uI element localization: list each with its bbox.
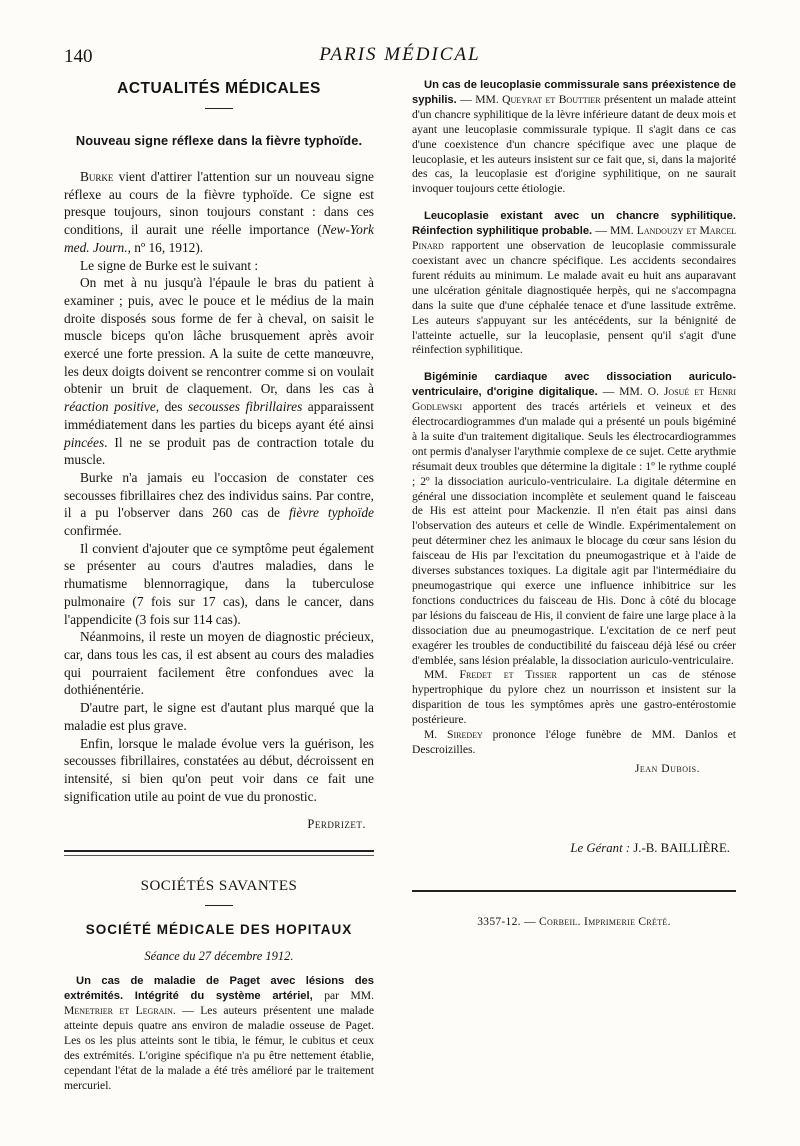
- paragraph-text: On met à nu jusqu'à l'épaule le bras du patient à examiner ; puis, avec le pouce et le médius de la main droite disposés sous forme de fer à cheval, on saisit le muscle biceps qu'on lâche brusquement après avoir exercé une forte pression. A la suite de cette manœuvre, les deux doigts doivent se rencontrer comme si on voulait obtenir un bruit de claquement. Or, dans les cas à: [64, 275, 374, 397]
- abstract-lead: Bigéminie cardiaque avec dissociation auriculo-ventriculaire, d'origine digitalique.: [412, 371, 736, 399]
- imprint-divider: [412, 890, 736, 892]
- paragraph-5: Il convient d'ajouter que ce symptôme peut également se présenter au cours d'autres maladies, dans le rhumatisme blennorragique, dans la tuberculose pulmonaire (7 fois sur 17 cas), dans le cancer, dans l'appendicite (3 fois sur 114 cas).: [64, 540, 374, 627]
- italic-term: secousses fibrillaires: [187, 399, 303, 415]
- abstract-text: rapportent une observation de leucoplasie commissurale coexistant avec un chancre spécifique. Les accidents secondaires furent réduits au minimum. Le malade avait eu huit ans auparavant une ulcération génitale diagnostiquée herpès, qui ne s'accompagna dans la suite que d'une céphalée tenace et d'une lassitude extrême. Les auteurs s'appuyant sur les antécédents, sur la bénignité de l'atteinte actuelle, sur la leucoplasie, pensent qu'il s'agit d'une réinfection syphilitique.: [412, 239, 736, 357]
- title-rule: [205, 108, 233, 109]
- paragraph-text: , des: [155, 399, 188, 415]
- imprint-line: 3357-12. — Corbeil. Imprimerie Crété.: [477, 915, 671, 928]
- section-divider-thin: [64, 855, 374, 856]
- section-title-societes: SOCIÉTÉS SAVANTES: [140, 878, 298, 895]
- article-title: Nouveau signe réflexe dans la fièvre typhoïde.: [75, 133, 363, 148]
- abstract-text: prononce l'éloge funèbre de MM. Danlos et Descroizilles.: [412, 728, 737, 756]
- italic-term: pincées: [64, 434, 105, 450]
- abstract-text: — MM.: [597, 385, 648, 399]
- siredey-note: [412, 728, 736, 758]
- gerant-label: Le Gérant :: [570, 840, 634, 855]
- bigeminie-abstract: [412, 370, 736, 668]
- journal-reference: New-York med. Journ.: [64, 222, 374, 255]
- abstract-text: MM.: [424, 668, 460, 682]
- paragraph-8: Enfin, lorsque le malade évolue vers la guérison, les secousses fibrillaires, constatées au début, décroissent en intensité, si bien qu'on peut voir dans ce fait une signification utile au point de vue du pronostic.: [64, 735, 374, 804]
- paragraph-text: , nº 16, 1912).: [127, 239, 204, 255]
- abstract-text: présentent un malade atteint d'un chancre syphilitique de la lèvre inférieure datant de deux mois et ayant une leucoplasie commissurale typique. Il s'agit dans ce cas d'une coexistence d'un chancre spécifique avec une plaque de leucoplasie, et les auteurs insistent sur ce fait que, si, dans la majorité des cas, la leucoplasie est d'origine syphilitique, on ne saurait invoquer toujours cette étiologie.: [412, 92, 736, 196]
- fredet-abstract: [412, 668, 736, 728]
- paragraph-2: Le signe de Burke est le suivant :: [80, 257, 259, 273]
- abstract-text: par MM.: [312, 989, 374, 1003]
- abstract-authors: O. Josué et Henri Godlewski: [412, 385, 736, 414]
- abstract-authors: Menetrier et Legrain: [64, 1004, 173, 1018]
- gerant-line: [412, 841, 730, 856]
- section-title-actualites: ACTUALITÉS MÉDICALES: [117, 80, 321, 97]
- abstract-text: apportent des tracés artériels et veineux et des électrocardiogrammes d'un malade qui a présenté un pouls bigéminé à la suite d'un traitement digitalique. Seuls les électrocardiogrammes ont permis d'analyser l'arythmie complexe de ce sujet. Cette arythmie résumait deux troubles que détermine la digitale : 1º le rythme couplé ; 2º la dissociation auriculo-ventriculaire. La digitale détermine en général une dissociation incomplète et seulement quand le faisceau de His est atteint pour Mackenzie. Il n'en était pas ainsi dans l'observation des auteurs et celle de Windle. Expérimentalement on peut déterminer chez les animaux le blocage du cœur sans lésion du faisceau de His par l'excitation du pneumogastrique et à l'aide de diverses substances toxiques. La digitale agit par l'intermédiaire du pneumogastrique qui exerce une influence inhibitrice sur les fonctions conductrices du faisceau de His. Donc à côté du blocage par lésions du faisceau de His, il convient de faire une large place à la dissociation due au pneumogastrique. L'excitation de ce nerf peut exagérer les troubles de conductibilité du faisceau déjà lésé ou créer d'emblée, sans lésion préalable, la dissociation auriculo-ventriculaire.: [412, 400, 736, 667]
- author-name: Burke: [80, 169, 114, 184]
- italic-term: fièvre typhoïde: [288, 505, 374, 521]
- left-column: [64, 78, 374, 1094]
- italic-term: réaction positive: [64, 399, 156, 415]
- abstract-lead: Leucoplasie existant avec un chancre syphilitique. Réinfection syphilitique probable.: [412, 210, 736, 238]
- society-title: SOCIÉTÉ MÉDICALE DES HOPITAUX: [85, 922, 353, 938]
- leucoplasie-abstract-1: [412, 78, 736, 197]
- paget-abstract: [64, 974, 374, 1093]
- paragraph-1: [64, 168, 374, 257]
- title-rule: [205, 905, 233, 906]
- leucoplasie-abstract-2: [412, 209, 736, 358]
- abstract-authors: Fredet et Tissier: [459, 668, 557, 682]
- abstract-text: M.: [424, 728, 448, 742]
- signature-perdrizet: Perdrizet.: [307, 817, 366, 832]
- paragraph-4: [64, 469, 374, 540]
- paragraph-text: . Il ne se produit pas de contraction totale du muscle.: [64, 434, 374, 468]
- paragraph-3: [64, 274, 374, 469]
- abstract-authors: Landouzy et Marcel Pinard: [412, 224, 737, 253]
- abstract-text: — MM.: [456, 92, 503, 106]
- journal-title: PARIS MÉDICAL: [319, 44, 481, 65]
- abstract-text: . — Les auteurs présentent une malade atteinte depuis quatre ans environ de maladie osseuse de Paget. Les os les plus atteints sont le tibia, le fémur, le cubitus et ceux des extrémités. L'origine spécifique n'a pu être nettement établie, cependant l'état de la malade a été très amélioré par le traitement mercuriel.: [64, 1004, 374, 1092]
- abstract-lead: Un cas de leucoplasie commissurale sans préexistence de syphilis.: [412, 79, 736, 106]
- paragraph-text: Burke n'a jamais eu l'occasion de constater ces secousses fibrillaires chez des individus sains. Par contre, il a pu l'observer dans 260 cas de: [64, 469, 374, 521]
- paragraph-text: apparaissent immédiatement dans les parties du biceps ayant été ainsi: [64, 399, 374, 432]
- abstract-authors: Queyrat et Bouttier: [502, 92, 601, 106]
- paragraph-text: confirmée.: [64, 523, 122, 539]
- paragraph-6: Néanmoins, il reste un moyen de diagnostic précieux, car, dans tous les cas, il est absent au cours des maladies qui pourraient facilement être confondues avec la dothiénentérie.: [64, 629, 374, 698]
- right-column: [412, 78, 736, 928]
- spacer: [412, 197, 736, 209]
- session-date: Séance du 27 décembre 1912.: [144, 949, 294, 964]
- signature-dubois: Jean Dubois.: [634, 761, 700, 775]
- paragraph-text: vient d'attirer l'attention sur un nouveau signe réflexe au cours de la fièvre typhoïde. Ce signe est presque toujours, sinon toujours constant : dans ces conditions, il aurait une réelle importance (: [64, 169, 374, 238]
- paragraph-7: D'autre part, le signe est d'autant plus marqué que la maladie est plus grave.: [64, 700, 374, 733]
- section-divider: [64, 850, 374, 852]
- spacer: [412, 358, 736, 370]
- abstract-text: — MM.: [592, 224, 637, 238]
- page-number: 140: [64, 46, 93, 67]
- abstract-lead: Un cas de maladie de Paget avec lésions des extrémités. Intégrité du système artériel,: [64, 975, 374, 1003]
- abstract-authors: Siredey: [447, 728, 483, 742]
- gerant-name: J.-B. BAILLIÈRE.: [633, 840, 730, 855]
- abstract-text: rapportent un cas de sténose hypertrophique du pylore chez un nourrisson et insistent sur la disparition de tous les symptômes après une gastro-entérostomie postérieure.: [412, 668, 736, 727]
